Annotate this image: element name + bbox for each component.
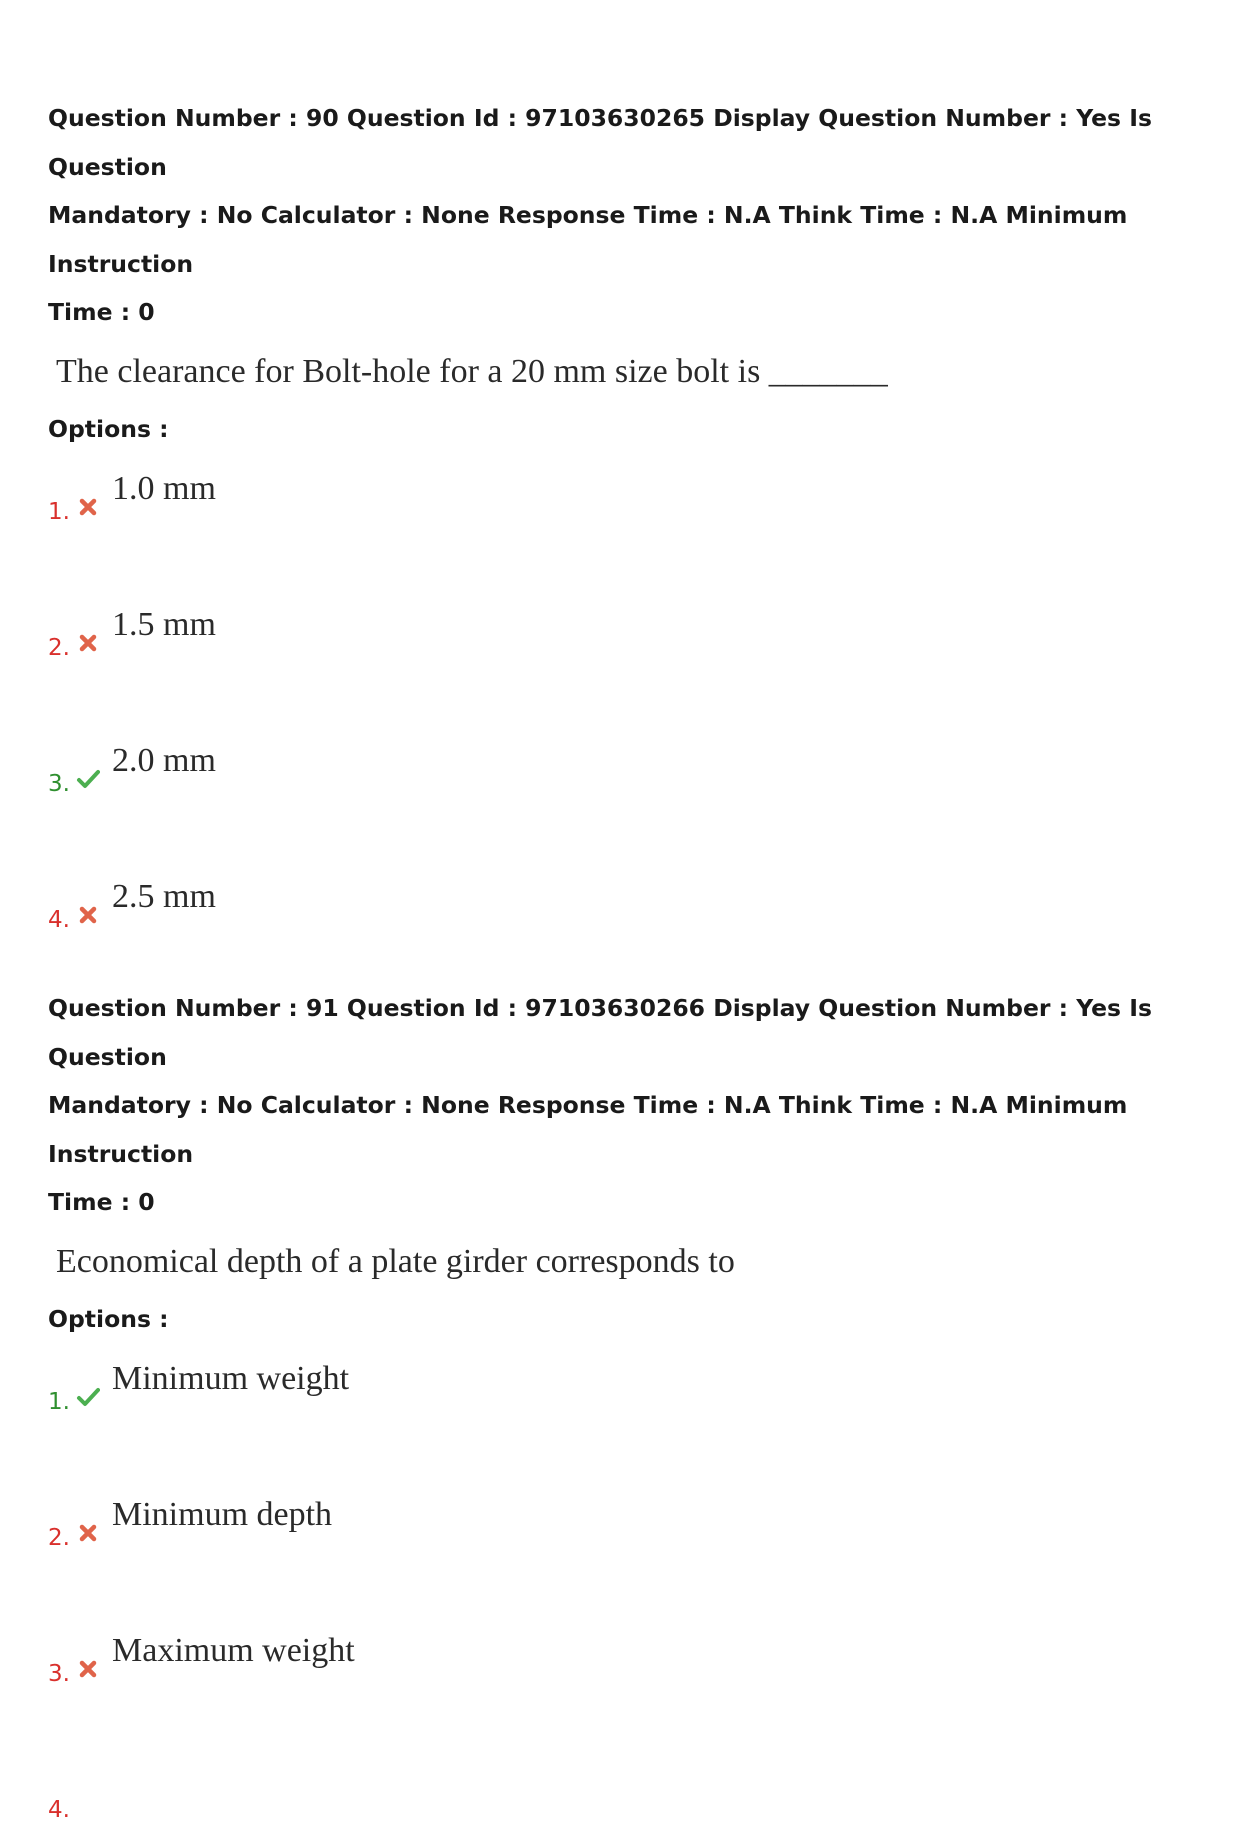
options-label: Options : — [48, 414, 169, 443]
options-label: Options : — [48, 1304, 169, 1333]
check-icon — [76, 767, 100, 791]
question-meta-line: Question Number : 90 Question Id : 97103630265 Display Question Number : Yes Is Question — [48, 104, 1152, 181]
option-number: 3. — [48, 1660, 70, 1687]
option-text: 2.5 mm — [112, 877, 216, 915]
cross-icon — [76, 1657, 100, 1681]
option-item — [48, 1761, 1208, 1821]
option-item — [48, 1625, 1208, 1761]
option-text: Maximum weight — [112, 1631, 355, 1669]
option-item — [48, 463, 1208, 599]
cross-icon — [76, 903, 100, 927]
question-block — [48, 984, 1208, 1821]
option-item — [48, 735, 1208, 871]
option-item — [48, 599, 1208, 735]
options-list — [48, 1353, 1208, 1821]
option-text: 1.5 mm — [112, 605, 216, 643]
option-text: Minimum depth — [112, 1495, 333, 1533]
option-text: 2.0 mm — [112, 741, 216, 779]
option-number: 2. — [48, 634, 70, 661]
question-meta-line: Time : 0 — [48, 298, 155, 326]
option-number: 2. — [48, 1524, 70, 1551]
option-text: 1.0 mm — [112, 469, 216, 507]
question-block — [48, 94, 1208, 1007]
question-meta-line: Question Number : 91 Question Id : 97103630266 Display Question Number : Yes Is Question — [48, 994, 1152, 1071]
cross-icon — [76, 495, 100, 519]
option-text: Minimum weight — [112, 1359, 350, 1397]
option-number: 1. — [48, 498, 70, 525]
question-meta-line: Mandatory : No Calculator : None Response Time : N.A Think Time : N.A Minimum Instruction — [48, 1091, 1128, 1168]
question-text: Economical depth of a plate girder corresponds to — [56, 1242, 735, 1280]
question-text: The clearance for Bolt-hole for a 20 mm size bolt is _______ — [56, 352, 888, 390]
cross-icon — [76, 631, 100, 655]
option-number: 3. — [48, 770, 70, 797]
option-item — [48, 1353, 1208, 1489]
option-number: 1. — [48, 1388, 70, 1415]
option-number: 4. — [48, 1796, 70, 1823]
options-list — [48, 463, 1208, 1007]
option-number: 4. — [48, 906, 70, 933]
cross-icon — [76, 1521, 100, 1545]
check-icon — [76, 1385, 100, 1409]
question-meta-line: Mandatory : No Calculator : None Response Time : N.A Think Time : N.A Minimum Instruction — [48, 201, 1128, 278]
option-item — [48, 1489, 1208, 1625]
question-meta-line: Time : 0 — [48, 1188, 155, 1216]
